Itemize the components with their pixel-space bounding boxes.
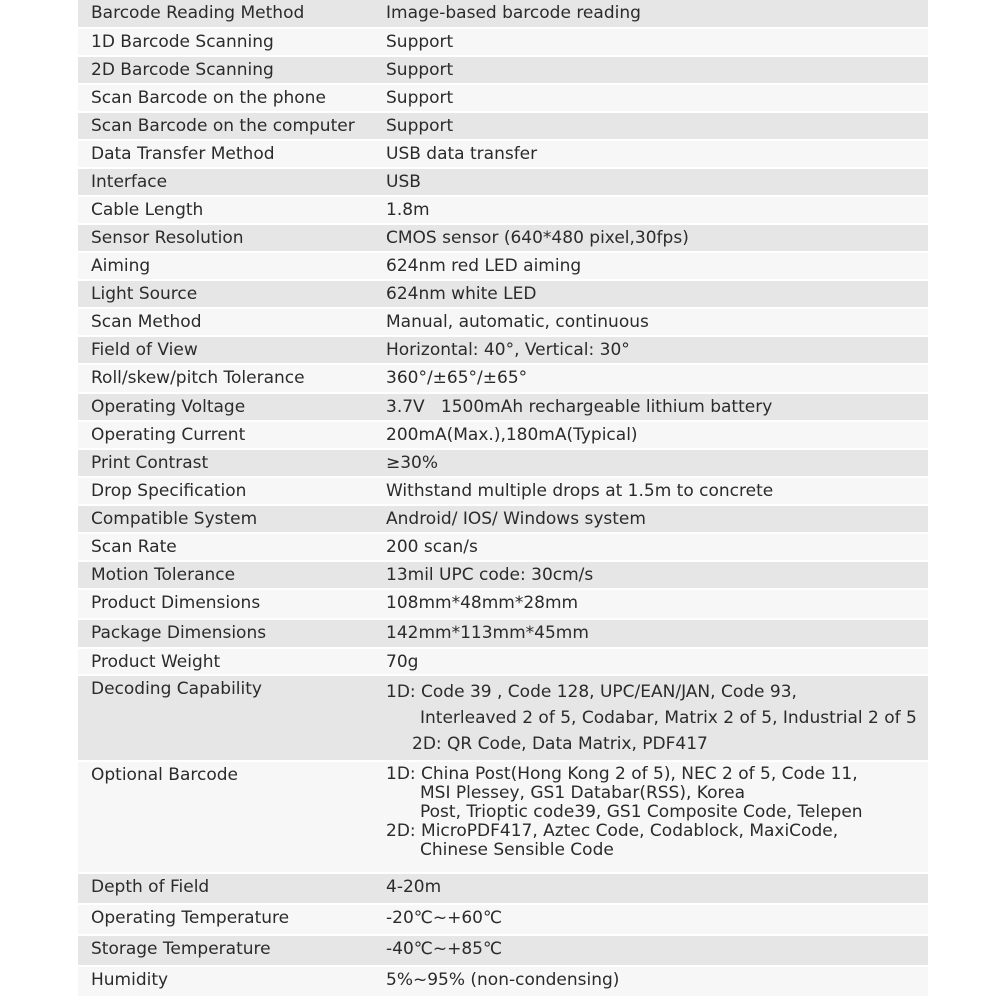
spec-row <box>78 477 928 505</box>
spec-label: Scan Barcode on the computer <box>78 112 386 140</box>
spec-value: Support <box>386 56 928 84</box>
optional-line: 1D: China Post(Hong Kong 2 of 5), NEC 2 of 5, Code 11, <box>386 764 858 784</box>
spec-row <box>78 505 928 533</box>
spec-row <box>78 252 928 280</box>
spec-value: 360°/±65°/±65° <box>386 364 928 393</box>
spec-value: Android/ IOS/ Windows system <box>386 505 928 533</box>
optional-line: Chinese Sensible Code <box>420 840 614 860</box>
spec-label: Barcode Reading Method <box>78 0 386 28</box>
spec-label: Interface <box>78 168 386 196</box>
spec-value: 200mA(Max.),180mA(Typical) <box>386 421 928 449</box>
spec-row <box>78 0 928 28</box>
spec-row <box>78 619 928 648</box>
spec-row <box>78 904 928 935</box>
spec-value: 70g <box>386 648 928 675</box>
spec-row-optional <box>78 761 928 873</box>
spec-value: 142mm*113mm*45mm <box>386 619 928 648</box>
spec-row <box>78 561 928 589</box>
spec-label: Decoding Capability <box>78 675 386 761</box>
spec-value: USB <box>386 168 928 196</box>
spec-value: 108mm*48mm*28mm <box>386 589 928 619</box>
spec-label: Motion Tolerance <box>78 561 386 589</box>
spec-label: 2D Barcode Scanning <box>78 56 386 84</box>
spec-value: 5%~95% (non-condensing) <box>386 966 928 997</box>
spec-row <box>78 966 928 997</box>
spec-label: Scan Rate <box>78 533 386 561</box>
spec-value: Support <box>386 112 928 140</box>
spec-label: Operating Voltage <box>78 393 386 421</box>
spec-row <box>78 421 928 449</box>
spec-label: Operating Temperature <box>78 904 386 935</box>
spec-value: -40℃~+85℃ <box>386 935 928 966</box>
spec-row <box>78 196 928 224</box>
spec-value: Image-based barcode reading <box>386 0 928 28</box>
decoding-line: 1D: Code 39 , Code 128, UPC/EAN/JAN, Code 93, <box>386 682 797 702</box>
spec-label: Product Dimensions <box>78 589 386 619</box>
spec-row <box>78 224 928 252</box>
spec-label: Light Source <box>78 280 386 308</box>
spec-row <box>78 873 928 904</box>
spec-value: 624nm red LED aiming <box>386 252 928 280</box>
spec-value: -20℃~+60℃ <box>386 904 928 935</box>
spec-row-decoding <box>78 675 928 761</box>
spec-label: Print Contrast <box>78 449 386 477</box>
spec-label: 1D Barcode Scanning <box>78 28 386 56</box>
spec-value: Support <box>386 28 928 56</box>
spec-value: Manual, automatic, continuous <box>386 308 928 336</box>
spec-table-body <box>78 0 928 997</box>
spec-value: Support <box>386 84 928 112</box>
spec-label: Field of View <box>78 336 386 364</box>
spec-row <box>78 280 928 308</box>
spec-value: ≥30% <box>386 449 928 477</box>
spec-label: Package Dimensions <box>78 619 386 648</box>
spec-label: Depth of Field <box>78 873 386 904</box>
spec-label: Storage Temperature <box>78 935 386 966</box>
spec-label: Humidity <box>78 966 386 997</box>
optional-value <box>386 761 928 873</box>
spec-label: Aiming <box>78 252 386 280</box>
spec-table <box>78 0 928 998</box>
spec-value: 3.7V 1500mAh rechargeable lithium battery <box>386 393 928 421</box>
spec-value: 4-20m <box>386 873 928 904</box>
spec-row <box>78 648 928 675</box>
spec-label: Drop Specification <box>78 477 386 505</box>
spec-label: Scan Barcode on the phone <box>78 84 386 112</box>
spec-value: 624nm white LED <box>386 280 928 308</box>
optional-line: 2D: MicroPDF417, Aztec Code, Codablock, MaxiCode, <box>386 821 839 841</box>
spec-label: Scan Method <box>78 308 386 336</box>
spec-row <box>78 393 928 421</box>
spec-value: CMOS sensor (640*480 pixel,30fps) <box>386 224 928 252</box>
spec-value: 200 scan/s <box>386 533 928 561</box>
spec-label: Compatible System <box>78 505 386 533</box>
spec-row <box>78 308 928 336</box>
spec-value: Horizontal: 40°, Vertical: 30° <box>386 336 928 364</box>
spec-row <box>78 112 928 140</box>
spec-row <box>78 449 928 477</box>
spec-row <box>78 589 928 619</box>
spec-row <box>78 336 928 364</box>
spec-value: Withstand multiple drops at 1.5m to concrete <box>386 477 928 505</box>
spec-value: USB data transfer <box>386 140 928 168</box>
spec-label: Sensor Resolution <box>78 224 386 252</box>
spec-row <box>78 56 928 84</box>
spec-label: Cable Length <box>78 196 386 224</box>
spec-row <box>78 168 928 196</box>
spec-row <box>78 84 928 112</box>
decoding-line: Interleaved 2 of 5, Codabar, Matrix 2 of 5, Industrial 2 of 5 <box>420 708 917 728</box>
spec-row <box>78 364 928 393</box>
spec-label: Optional Barcode <box>78 761 386 873</box>
decoding-line: 2D: QR Code, Data Matrix, PDF417 <box>412 734 708 754</box>
spec-row <box>78 533 928 561</box>
optional-line: Post, Trioptic code39, GS1 Composite Code, Telepen <box>420 802 863 822</box>
spec-label: Data Transfer Method <box>78 140 386 168</box>
spec-value: 1.8m <box>386 196 928 224</box>
decoding-value <box>386 675 928 761</box>
spec-label: Operating Current <box>78 421 386 449</box>
spec-value: 13mil UPC code: 30cm/s <box>386 561 928 589</box>
spec-label: Roll/skew/pitch Tolerance <box>78 364 386 393</box>
spec-row <box>78 28 928 56</box>
spec-label: Product Weight <box>78 648 386 675</box>
optional-line: MSI Plessey, GS1 Databar(RSS), Korea <box>420 783 745 803</box>
spec-row <box>78 140 928 168</box>
spec-row <box>78 935 928 966</box>
